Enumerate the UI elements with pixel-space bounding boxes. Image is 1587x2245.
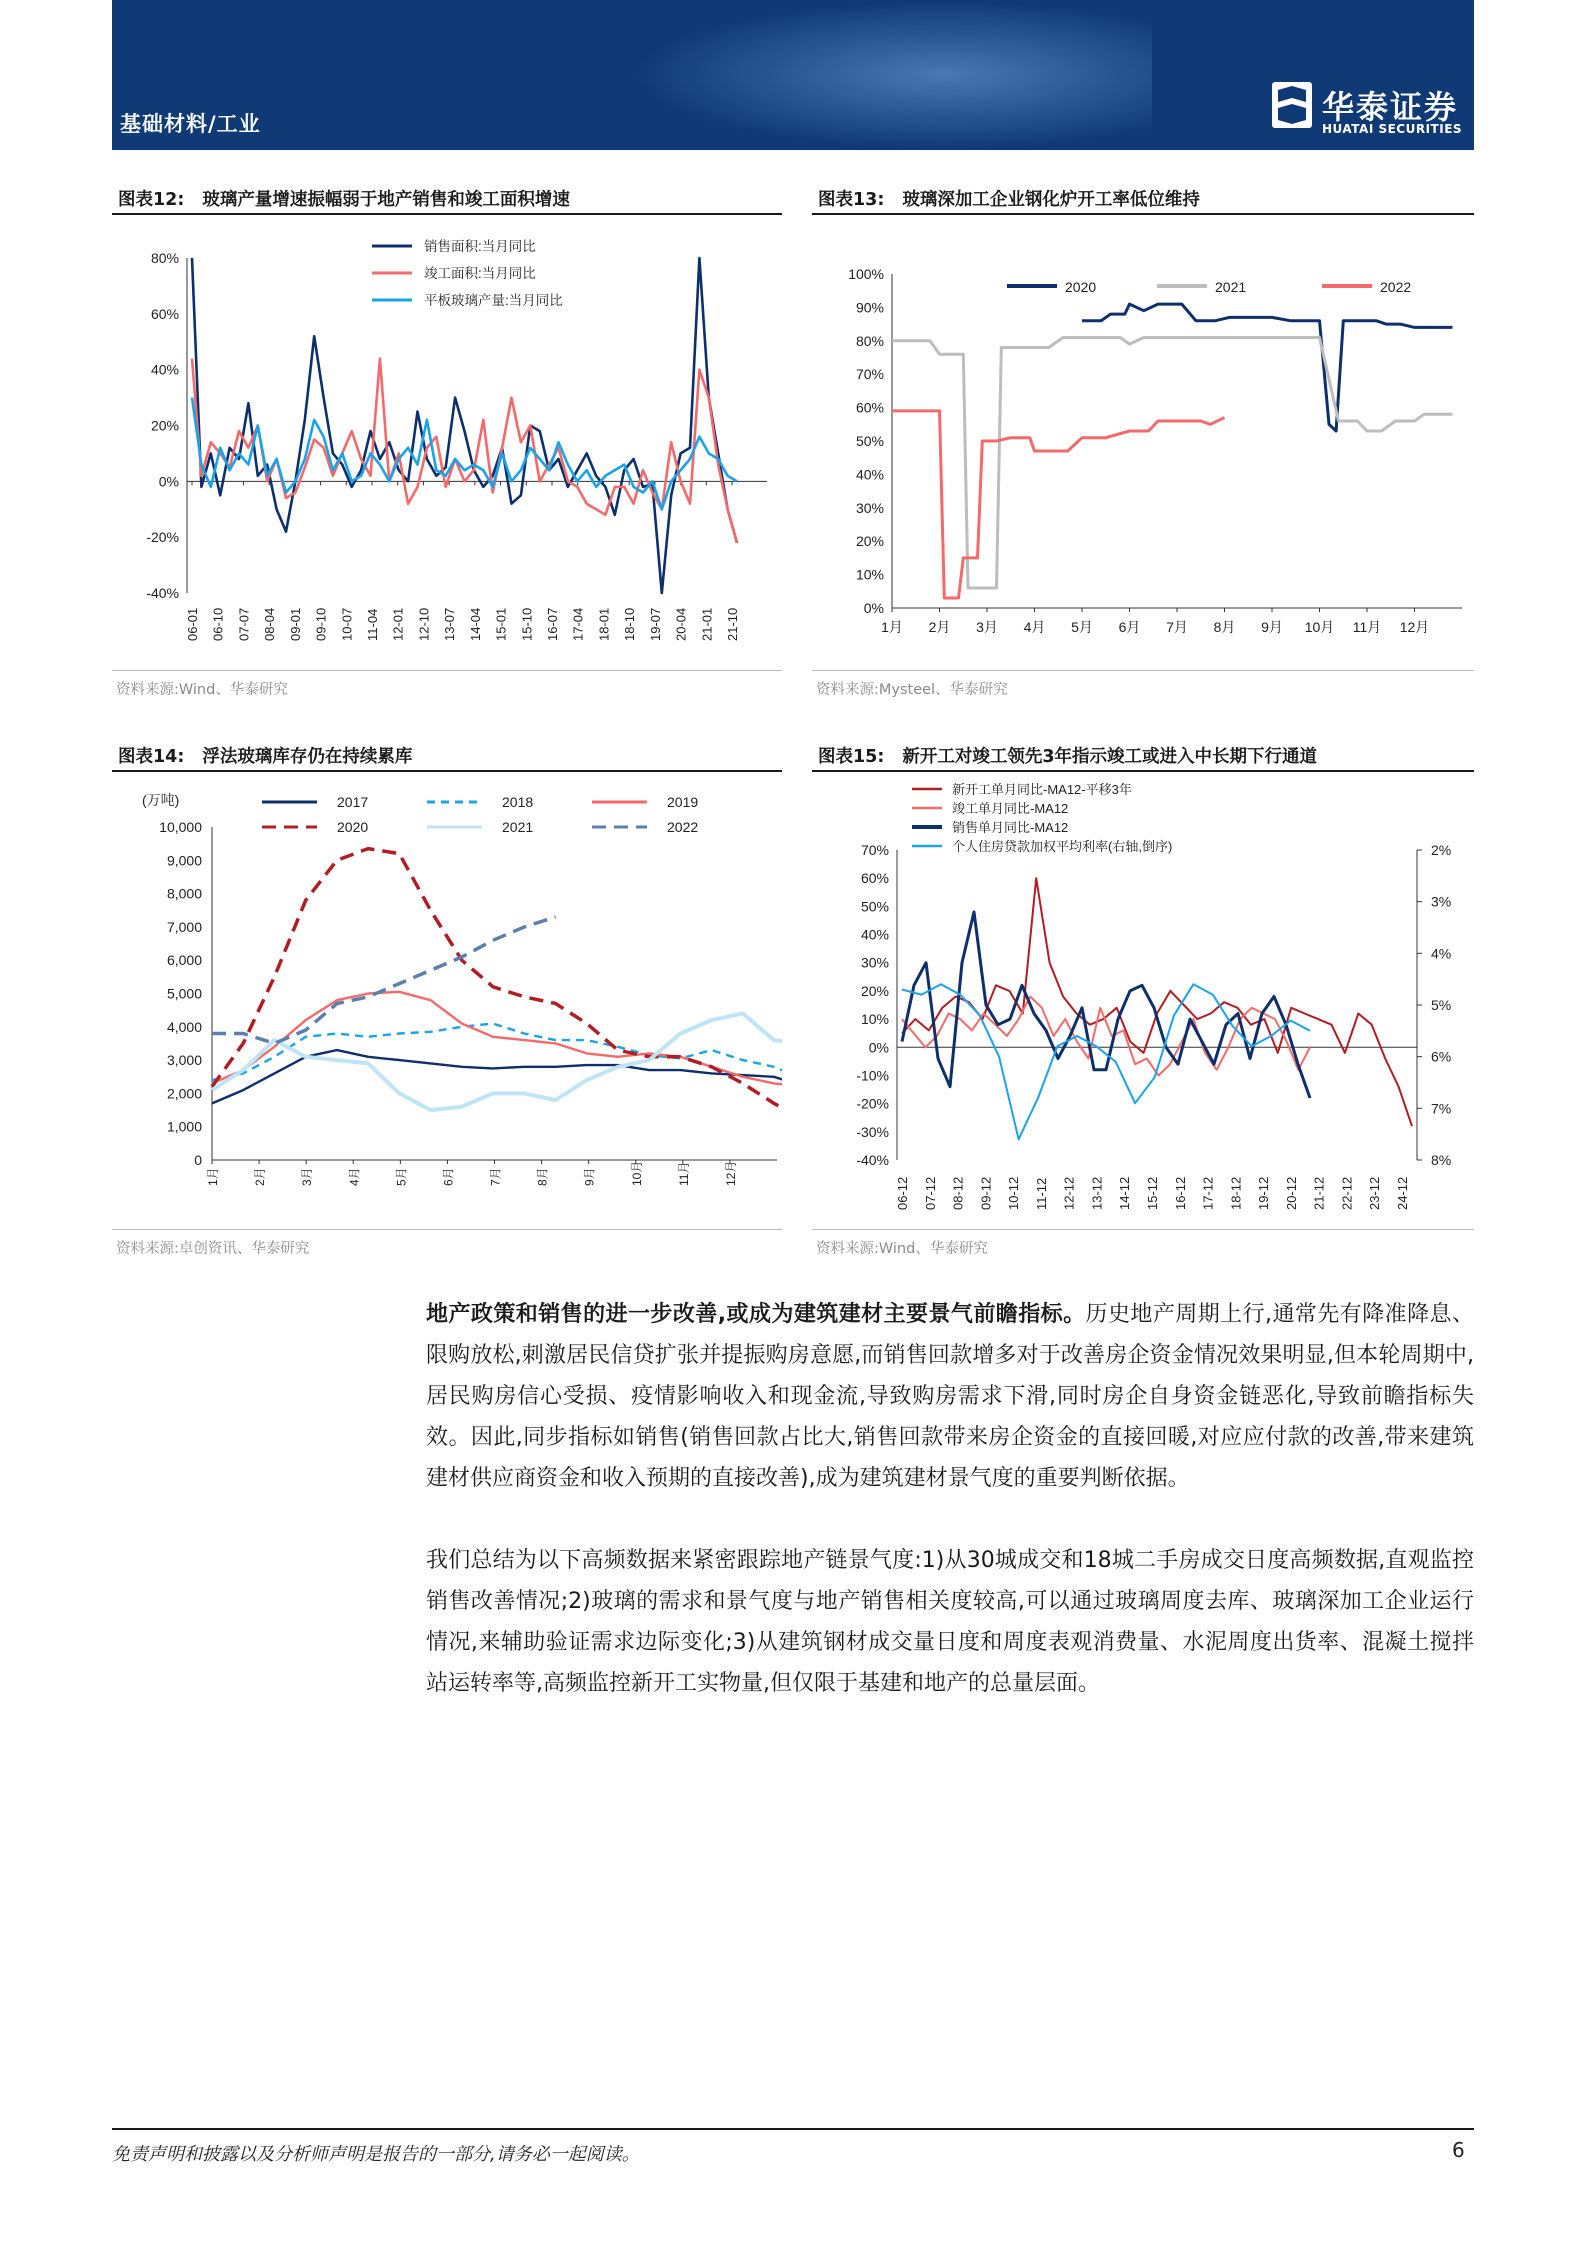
fig14-y-tick: 0 xyxy=(194,1152,202,1168)
fig12-x-tick: 11-04 xyxy=(365,608,380,641)
fig15-y2-tick: 6% xyxy=(1431,1048,1452,1065)
fig15-x-tick: 24-12 xyxy=(1395,1176,1410,1210)
fig15-x-tick: 11-12 xyxy=(1033,1177,1049,1210)
footer-disclaimer: 免责声明和披露以及分析师声明是报告的一部分,请务必一起阅读。 xyxy=(112,2144,640,2165)
fig15-x-tick: 16-12 xyxy=(1172,1176,1188,1210)
fig14-source-rule xyxy=(112,1229,782,1230)
fig15-x-tick: 09-12 xyxy=(978,1176,994,1210)
fig13-x-tick: 7月 xyxy=(1166,619,1188,635)
fig13-x-tick: 6月 xyxy=(1118,619,1141,635)
fig12-caption: 玻璃产量增速振幅弱于地产销售和竣工面积增速 xyxy=(202,190,570,210)
fig13-y-tick: 30% xyxy=(855,499,884,516)
fig15-y-tick: 20% xyxy=(860,982,889,999)
fig15-legend-label: 新开工单月同比-MA12-平移3年 xyxy=(952,782,1132,797)
fig14-title-rule xyxy=(112,770,782,772)
fig12-x-tick: 07-07 xyxy=(236,607,252,641)
fig12-x-tick: 06-10 xyxy=(210,607,226,641)
fig15-y-tick: 70% xyxy=(860,842,889,858)
fig13-x-tick: 3月 xyxy=(976,619,998,635)
fig15-series-line xyxy=(902,912,1310,1098)
fig12-title-rule xyxy=(112,213,782,215)
fig13-source-rule xyxy=(812,670,1474,671)
fig13-caption: 玻璃深加工企业钢化炉开工率低位维持 xyxy=(902,190,1200,210)
fig13-legend-label: 2020 xyxy=(1065,279,1097,295)
fig14-x-tick: 10月 xyxy=(629,1160,644,1186)
fig12-y-tick: 40% xyxy=(150,361,179,378)
fig15-x-tick: 18-12 xyxy=(1228,1176,1244,1210)
fig13-series-line xyxy=(892,411,1225,598)
fig14-x-tick: 2月 xyxy=(253,1167,268,1186)
body-paragraph-1 xyxy=(426,1294,1474,1499)
fig12-source: 资料来源:Wind、华泰研究 xyxy=(116,682,288,698)
fig12-legend-label: 竣工面积:当月同比 xyxy=(424,266,536,281)
fig15-y-tick: -30% xyxy=(856,1123,889,1140)
fig13-x-tick: 2月 xyxy=(928,619,951,635)
fig13-y-tick: 10% xyxy=(855,566,884,583)
fig12-x-tick: 21-10 xyxy=(725,607,740,641)
fig15-x-tick: 17-12 xyxy=(1200,1176,1216,1210)
fig13-title xyxy=(818,186,1200,211)
fig15-x-tick: 08-12 xyxy=(950,1176,966,1210)
fig15-y-tick: -40% xyxy=(856,1152,889,1168)
fig15-x-tick: 07-12 xyxy=(922,1176,938,1210)
fig14-x-tick: 7月 xyxy=(488,1167,503,1186)
fig12-legend-label: 平板玻璃产量:当月同比 xyxy=(424,293,563,308)
fig12-x-tick: 19-07 xyxy=(647,607,663,641)
fig15-x-tick: 21-12 xyxy=(1311,1176,1327,1210)
fig15-legend-label: 个人住房贷款加权平均利率(右轴,倒序) xyxy=(952,839,1173,854)
fig14-legend-label: 2018 xyxy=(502,794,534,810)
fig13-x-tick: 5月 xyxy=(1071,619,1093,635)
fig13-x-tick: 4月 xyxy=(1023,619,1046,635)
fig14-y-tick: 7,000 xyxy=(166,918,202,935)
fig14-series-line xyxy=(212,917,556,1044)
fig15-caption: 新开工对竣工领先3年指示竣工或进入中长期下行通道 xyxy=(902,747,1318,767)
fig14-y-tick: 1,000 xyxy=(166,1118,202,1135)
fig12-x-tick: 21-01 xyxy=(699,607,715,641)
fig14-x-tick: 11月 xyxy=(676,1161,691,1186)
fig12-x-tick: 06-01 xyxy=(185,607,200,641)
fig14-y-tick: 5,000 xyxy=(166,985,202,1002)
fig15-y-tick: -10% xyxy=(856,1067,889,1084)
logo-cn: 华泰证券 xyxy=(1322,88,1459,126)
fig15-x-tick: 23-12 xyxy=(1367,1176,1383,1210)
fig12-y-tick: 20% xyxy=(150,417,179,434)
fig12-x-tick: 12-01 xyxy=(390,607,406,641)
fig14-x-tick: 9月 xyxy=(582,1167,597,1186)
fig15-y2-tick: 4% xyxy=(1431,945,1452,962)
fig14-y-tick: 3,000 xyxy=(166,1052,202,1069)
fig12-y-tick: -20% xyxy=(146,529,179,546)
fig14-y-tick: 6,000 xyxy=(166,952,202,969)
fig13-y-tick: 70% xyxy=(855,366,884,383)
logo-icon xyxy=(1272,82,1312,128)
fig12-x-tick: 20-04 xyxy=(673,607,689,641)
fig15-legend-label: 竣工单月同比-MA12 xyxy=(952,801,1069,816)
fig12-x-tick: 17-04 xyxy=(570,607,586,641)
fig13-x-tick: 8月 xyxy=(1213,619,1236,635)
fig12-x-tick: 16-07 xyxy=(545,607,560,641)
fig12-x-tick: 09-10 xyxy=(313,607,329,641)
fig14-y-tick: 2,000 xyxy=(166,1085,202,1102)
fig14-title xyxy=(118,743,412,768)
fig13-y-tick: 80% xyxy=(855,332,884,349)
fig14-source: 资料来源:卓创资讯、华泰研究 xyxy=(116,1241,310,1257)
fig14-legend-label: 2021 xyxy=(502,819,534,835)
fig14-legend-label: 2020 xyxy=(337,819,369,835)
fig14-legend-label: 2017 xyxy=(337,794,369,810)
fig15-source: 资料来源:Wind、华泰研究 xyxy=(816,1241,988,1257)
fig15-legend-label: 销售单月同比-MA12 xyxy=(952,820,1069,835)
fig15-y-tick: 40% xyxy=(860,926,889,943)
fig13-legend-label: 2022 xyxy=(1380,279,1412,295)
logo-en: HUATAI SECURITIES xyxy=(1322,122,1463,136)
fig15-y-tick: 10% xyxy=(860,1011,889,1028)
fig14-x-tick: 8月 xyxy=(535,1167,550,1186)
fig13-y-tick: 40% xyxy=(855,466,884,483)
fig12-x-tick: 14-04 xyxy=(467,607,483,641)
fig12-number: 图表12: xyxy=(118,190,185,210)
fig15-y-tick: 60% xyxy=(860,870,889,887)
fig15-x-tick: 15-12 xyxy=(1145,1176,1160,1210)
fig15-x-tick: 22-12 xyxy=(1339,1176,1355,1210)
body-paragraph-1-lead: 地产政策和销售的进一步改善,或成为建筑建材主要景气前瞻指标。 xyxy=(426,1302,1086,1327)
fig12-x-tick: 15-10 xyxy=(519,607,535,641)
fig15-number: 图表15: xyxy=(818,747,885,767)
fig15-y2-tick: 8% xyxy=(1431,1152,1452,1168)
fig12-title xyxy=(118,186,570,211)
fig13-x-tick: 10月 xyxy=(1304,619,1335,635)
fig15-y2-tick: 3% xyxy=(1431,893,1452,910)
fig13-y-tick: 50% xyxy=(855,433,884,449)
fig15-y-tick: 0% xyxy=(868,1039,889,1056)
body-paragraph-1-text: 历史地产周期上行,通常先有降准降息、限购放松,刺激居民信贷扩张并提振购房意愿,而销售回款增多对于改善房企资金情况效果明显,但本轮周期中,居民购房信心受损、疫情影响收入和现金流,导致购房需求下滑,同时房企自身资金链恶化,导致前瞻指标失效。因此,同步指标如销售(销售回款占比大,销售回款带来房企资金的直接回暖,对应应付款的改善,带来建筑建材供应商资金和收入预期的直接改善),成为建筑建材景气度的重要判断依据。 xyxy=(426,1302,1474,1491)
fig14-unit-label: (万吨) xyxy=(142,792,180,808)
fig14-series-line xyxy=(212,849,782,1120)
fig13-x-tick: 9月 xyxy=(1261,619,1283,635)
fig15-y-tick: 30% xyxy=(860,954,889,971)
page-header xyxy=(112,0,1474,150)
body-paragraph-2: 我们总结为以下高频数据来紧密跟踪地产链景气度:1)从30城成交和18城二手房成交日度高频数据,直观监控销售改善情况;2)玻璃的需求和景气度与地产销售相关度较高,可以通过玻璃周度去库、玻璃深加工企业运行情况,来辅助验证需求边际变化;3)从建筑钢材成交量日度和周度表观消费量、水泥周度出货率、混凝土搅拌站运转率等,高频监控新开工实物量,但仅限于基建和地产的总量层面。 xyxy=(426,1548,1474,1696)
fig13-y-tick: 100% xyxy=(848,266,884,282)
fig13-series-line xyxy=(892,338,1453,589)
fig15-y2-tick: 5% xyxy=(1431,997,1452,1013)
fig15-source-rule xyxy=(812,1229,1474,1230)
page-number: 6 xyxy=(1452,2138,1465,2162)
fig15-series-line xyxy=(902,984,1310,1139)
fig12-y-tick: -40% xyxy=(146,585,179,601)
fig14-x-tick: 12月 xyxy=(723,1160,738,1186)
fig13-x-tick: 1月 xyxy=(881,619,903,635)
fig15-x-tick: 06-12 xyxy=(895,1176,910,1210)
fig13-number: 图表13: xyxy=(818,190,885,210)
fig15-x-tick: 19-12 xyxy=(1256,1176,1272,1210)
brand-logo xyxy=(1272,82,1472,142)
fig14-chart xyxy=(112,775,782,1225)
fig12-x-tick: 18-10 xyxy=(622,607,638,641)
fig13-x-tick: 11月 xyxy=(1352,619,1382,635)
fig13-series-line xyxy=(1082,304,1453,431)
fig14-y-tick: 8,000 xyxy=(166,885,202,902)
footer-rule xyxy=(112,2128,1474,2130)
fig14-x-tick: 5月 xyxy=(394,1167,409,1186)
fig13-y-tick: 60% xyxy=(855,399,884,416)
fig12-legend-label: 销售面积:当月同比 xyxy=(424,239,536,254)
fig12-y-tick: 60% xyxy=(150,305,179,322)
fig13-source: 资料来源:Mysteel、华泰研究 xyxy=(816,682,1008,698)
fig15-y2-tick: 7% xyxy=(1431,1100,1452,1117)
fig15-series-line xyxy=(902,878,1412,1126)
fig14-y-tick: 4,000 xyxy=(166,1018,202,1035)
fig14-y-tick: 9,000 xyxy=(166,852,202,869)
fig15-x-tick: 20-12 xyxy=(1283,1176,1299,1210)
fig13-chart xyxy=(812,218,1474,668)
fig12-y-tick: 80% xyxy=(150,250,179,266)
fig12-source-rule xyxy=(112,670,782,671)
fig13-x-tick: 12月 xyxy=(1399,619,1430,635)
fig12-x-tick: 09-01 xyxy=(287,607,303,641)
fig13-y-tick: 0% xyxy=(863,600,884,616)
fig12-y-tick: 0% xyxy=(158,473,179,490)
header-decoration xyxy=(632,0,1152,150)
fig12-x-tick: 15-01 xyxy=(493,607,509,641)
fig15-x-tick: 12-12 xyxy=(1061,1176,1077,1210)
fig15-title-rule xyxy=(812,770,1474,772)
section-label: 基础材料/工业 xyxy=(120,112,261,136)
fig15-y-tick: 50% xyxy=(860,898,889,915)
fig12-x-tick: 08-04 xyxy=(262,607,278,641)
fig15-y2-tick: 2% xyxy=(1431,842,1452,858)
fig14-x-tick: 4月 xyxy=(347,1167,362,1186)
fig13-y-tick: 90% xyxy=(855,299,884,316)
fig14-series-line xyxy=(212,1050,782,1103)
fig12-x-tick: 18-01 xyxy=(596,607,612,641)
fig15-x-tick: 13-12 xyxy=(1089,1176,1105,1210)
fig12-x-tick: 10-07 xyxy=(339,607,355,641)
fig14-legend-label: 2019 xyxy=(667,794,699,810)
fig14-legend-label: 2022 xyxy=(667,819,699,835)
fig14-x-tick: 3月 xyxy=(300,1167,315,1186)
fig12-x-tick: 12-10 xyxy=(416,607,432,641)
fig14-caption: 浮法玻璃库存仍在持续累库 xyxy=(202,747,413,767)
fig14-y-tick: 10,000 xyxy=(159,819,202,835)
fig13-title-rule xyxy=(812,213,1474,215)
fig13-y-tick: 20% xyxy=(855,533,884,550)
fig12-chart xyxy=(112,218,782,668)
fig12-x-tick: 13-07 xyxy=(442,607,458,641)
fig14-number: 图表14: xyxy=(118,747,185,767)
fig14-x-tick: 1月 xyxy=(206,1167,220,1186)
fig15-x-tick: 14-12 xyxy=(1117,1176,1133,1210)
fig15-chart xyxy=(812,775,1474,1225)
fig13-legend-label: 2021 xyxy=(1215,279,1247,295)
fig15-y-tick: -20% xyxy=(856,1095,889,1112)
fig14-x-tick: 6月 xyxy=(441,1167,456,1186)
fig15-x-tick: 10-12 xyxy=(1006,1176,1022,1210)
fig15-title xyxy=(818,743,1317,768)
fig12-series-line xyxy=(192,258,737,593)
